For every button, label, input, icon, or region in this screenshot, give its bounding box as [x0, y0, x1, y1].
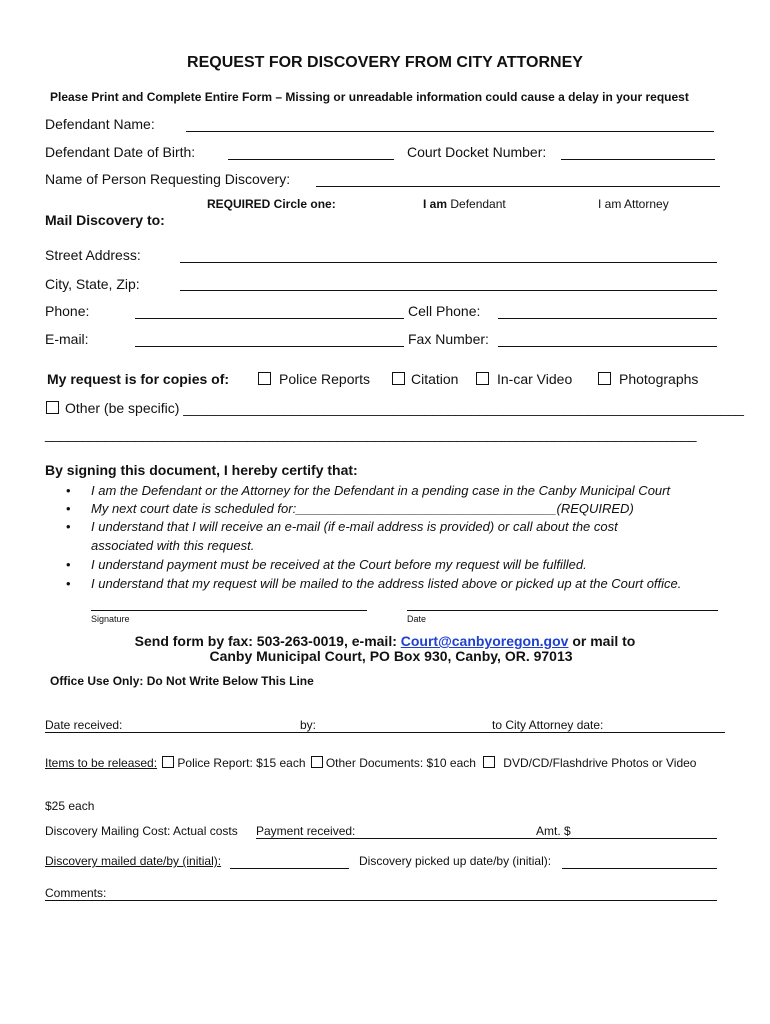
by-label: by:: [300, 718, 317, 732]
certify-heading: By signing this document, I hereby certify that:: [45, 462, 358, 478]
police-reports-checkbox[interactable]: [258, 372, 271, 385]
mailing-cost-label: Discovery Mailing Cost: Actual costs: [45, 824, 238, 838]
circle-defendant-bold: I am: [423, 197, 448, 211]
payment-received-line[interactable]: [256, 838, 717, 839]
copies-video-option[interactable]: [476, 371, 572, 387]
copies-other-option[interactable]: [46, 400, 744, 416]
circle-attorney-option[interactable]: I am Attorney: [598, 197, 669, 211]
signature-label: Signature: [91, 614, 130, 624]
mailed-line[interactable]: [230, 868, 349, 869]
court-email-link[interactable]: Court@canbyoregon.gov: [400, 633, 569, 649]
email-field[interactable]: [135, 346, 404, 347]
city-label: City, State, Zip:: [45, 276, 140, 292]
other-checkbox[interactable]: [46, 401, 59, 414]
items-released-label: Items to be released:: [45, 756, 158, 770]
send-instructions: [0, 633, 770, 649]
date-field[interactable]: [407, 610, 718, 611]
cell-field[interactable]: [498, 318, 717, 319]
other-docs-release-label: Other Documents: $10 each: [325, 756, 476, 770]
circle-defendant-option[interactable]: [423, 197, 506, 211]
defendant-name-field[interactable]: [186, 131, 714, 132]
police-report-release-checkbox[interactable]: [162, 756, 174, 768]
citation-checkbox[interactable]: [392, 372, 405, 385]
phone-label: Phone:: [45, 303, 90, 319]
defendant-name-label: Defendant Name:: [45, 116, 155, 132]
copies-photos-option[interactable]: [598, 371, 698, 387]
city-field[interactable]: [180, 290, 717, 291]
court-address: Canby Municipal Court, PO Box 930, Canby, OR. 97013: [209, 648, 573, 664]
dvd-price: $25 each: [45, 799, 95, 813]
dob-label: Defendant Date of Birth:: [45, 144, 196, 160]
phone-field[interactable]: [135, 318, 404, 319]
payment-received-label: Payment received:: [256, 824, 356, 838]
other-line-2[interactable]: _______________________________________________________________________________________: [45, 426, 697, 442]
office-use-heading: Office Use Only: Do Not Write Below This Line: [50, 674, 314, 688]
cell-label: Cell Phone:: [408, 303, 481, 319]
date-label: Date: [407, 614, 427, 624]
other-docs-release-checkbox[interactable]: [311, 756, 323, 768]
date-received-line[interactable]: [45, 732, 725, 733]
amount-label: Amt. $: [536, 824, 571, 838]
date-received-label: Date received:: [45, 718, 123, 732]
picked-up-line[interactable]: [562, 868, 717, 869]
police-report-release-label: Police Report: $15 each: [177, 756, 306, 770]
items-released-row: [45, 756, 696, 770]
dvd-release-label: DVD/CD/Flashdrive Photos or Video: [503, 756, 697, 770]
photographs-checkbox[interactable]: [598, 372, 611, 385]
mail-discovery-label: Mail Discovery to:: [45, 212, 165, 228]
street-field[interactable]: [180, 262, 717, 263]
fax-field[interactable]: [498, 346, 717, 347]
docket-field[interactable]: [561, 159, 715, 160]
photographs-label: Photographs: [619, 371, 699, 387]
send-suffix: or mail to: [568, 633, 636, 649]
send-prefix: Send form by fax: 503-263-0019, e-mail:: [134, 633, 401, 649]
signature-field[interactable]: [91, 610, 367, 611]
comments-line[interactable]: [45, 900, 717, 901]
police-reports-label: Police Reports: [279, 371, 371, 387]
requester-label: Name of Person Requesting Discovery:: [45, 171, 291, 187]
dob-field[interactable]: [228, 159, 394, 160]
requester-field[interactable]: [316, 186, 720, 187]
form-title: REQUEST FOR DISCOVERY FROM CITY ATTORNEY: [187, 54, 583, 71]
street-label: Street Address:: [45, 247, 141, 263]
form-instruction: Please Print and Complete Entire Form – Missing or unreadable information could cause a delay in your request: [50, 90, 689, 104]
email-label: E-mail:: [45, 331, 89, 347]
dvd-release-checkbox[interactable]: [483, 756, 495, 768]
docket-label: Court Docket Number:: [407, 144, 547, 160]
picked-up-label: Discovery picked up date/by (initial):: [359, 854, 552, 868]
copies-police-option[interactable]: [258, 371, 370, 387]
to-attorney-date-label: to City Attorney date:: [492, 718, 604, 732]
mailed-label: Discovery mailed date/by (initial):: [45, 854, 222, 868]
copies-label: My request is for copies of:: [47, 371, 230, 387]
circle-defendant-text: Defendant: [447, 197, 506, 211]
citation-label: Citation: [411, 371, 459, 387]
copies-citation-option[interactable]: [392, 371, 458, 387]
in-car-video-label: In-car Video: [497, 371, 573, 387]
fax-label: Fax Number:: [408, 331, 489, 347]
circle-one-label: REQUIRED Circle one:: [207, 197, 336, 211]
other-label: Other (be specific) ________________________________________________________________________: [65, 400, 744, 416]
comments-label: Comments:: [45, 886, 107, 900]
in-car-video-checkbox[interactable]: [476, 372, 489, 385]
